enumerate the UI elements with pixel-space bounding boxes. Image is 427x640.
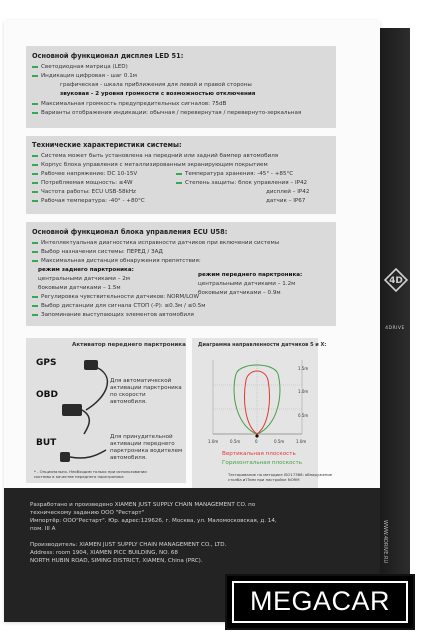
list-item: графическая - шкала приближения для левой и правой стороны <box>60 82 252 88</box>
panel-title: Активатор переднего парктроника <box>72 342 186 348</box>
y-tick-label: 1.5m <box>298 366 309 371</box>
activator-panel <box>26 338 186 483</box>
list-item: Запоминание выступающих элементов автомобиля <box>32 312 194 319</box>
x-tick-label: 1.0m <box>208 439 219 444</box>
list-item: Частота работы: ECU USB-58kHz <box>32 189 136 196</box>
footnote: * - Опционально. Необходим только при использовании системы в качестве переднего парктроника <box>34 469 147 479</box>
list-item: Интеллектуальная диагностика исправности датчиков при включении системы <box>32 240 279 247</box>
list-item: Регулировка чувствительности датчиков: NORM/LOW <box>32 294 199 301</box>
diagram-title: Диаграмма направленности датчиков 5 и X: <box>198 342 327 348</box>
brand-logo-icon <box>384 268 408 292</box>
gps-obd-desc: Для автоматической активации парктроника по скорости автомобиля. <box>110 378 182 405</box>
list-item: Система может быть установлена на передний или задний бампер автомобиля <box>32 153 278 160</box>
x-tick-label: 0 <box>255 439 258 444</box>
gps-label: GPS <box>36 358 57 368</box>
but-label: BUT <box>36 438 57 448</box>
panel-title: Основной функционал дисплея LED 51: <box>32 52 184 60</box>
list-item: Корпус блока управления с металлизированным экранирующим покрытием <box>32 162 268 169</box>
list-item: режим заднего парктроника: <box>38 267 134 273</box>
legend-horizontal: Горизонтальная плоскость <box>222 460 303 466</box>
footer-line: Импортёр: ООО"Рестарт". Юр. адрес:129626, г. Москва, ул. Маломосковская, д. 14, <box>30 518 277 524</box>
y-tick-label: 1.0m <box>298 389 309 394</box>
list-item: Рабочая температура: -40° - +80°C <box>32 198 145 205</box>
footer-line: пом. III А <box>30 526 56 532</box>
list-item: центральными датчиками – 1.2м <box>198 281 296 287</box>
footer-line: NORTH HUBIN ROAD, SIMING DISTRICT, XIAMEN, China (PRC). <box>30 558 203 564</box>
beam-pattern-diagram <box>198 352 308 447</box>
list-item: Потребляемая мощность: ≤4W <box>32 180 133 187</box>
list-item: боковыми датчиками – 0.9м <box>198 290 281 296</box>
side-brand-text: 4DRIVE <box>385 326 405 331</box>
svg-text:4D: 4D <box>389 276 403 286</box>
list-item: дисплей – IP42 <box>266 189 310 195</box>
list-item: Варианты отображения индикации: обычная / перевернутая / перевернуто-зеркальная <box>32 110 301 117</box>
list-item: Степень защиты: блок управления – IP42 <box>176 180 307 187</box>
megacar-watermark <box>225 574 415 630</box>
x-tick-label: 0.5m <box>274 439 285 444</box>
list-item: центральными датчиками – 2м <box>38 276 131 282</box>
test-note: Тестирование по методике ISO17386: обнаружение столба ø75мм при настройке NORM <box>228 472 333 482</box>
y-tick-label: 0.5m <box>298 413 309 418</box>
display-features-panel <box>26 46 336 128</box>
x-tick-label: 0.5m <box>230 439 241 444</box>
x-tick-label: 1.0m <box>296 439 307 444</box>
footer-line: Производитель: XIAMEN JUST SUPPLY CHAIN MANAGEMENT CO., LTD. <box>30 542 227 548</box>
footer-line: техническому заданию ООО "Рестарт" <box>30 510 145 516</box>
list-item: боковыми датчиками – 1.5м <box>38 285 121 291</box>
footer-line: Address: room 1904, XIAMEN PICC BUILDING, NO. 68 <box>30 550 178 556</box>
list-item: Выбор дистанции для сигнала СТОП (-Р): ≤0.3м / ≤0.5м <box>32 303 206 310</box>
button-desc: Для принудительной активации переднего парктроника водителем автомобиля. <box>110 434 183 461</box>
list-item: Выбор назначения системы: ПЕРЕД / ЗАД <box>32 249 163 256</box>
list-item: Рабочее напряжение: DC 10-15V <box>32 171 137 178</box>
footer-line: Разработано и произведено XIAMEN JUST SUPPLY CHAIN MANAGEMENT CO. по <box>30 502 256 508</box>
legend-vertical: Вертикальная плоскость <box>222 451 296 457</box>
list-item: звуковая - 2 уровня громкости с возможностью отключения <box>60 91 256 97</box>
list-item: датчик – IP67 <box>266 198 306 204</box>
side-url-text: WWW.4DRIVE.RU <box>382 520 388 564</box>
panel-title: Технические характеристики системы: <box>32 141 182 149</box>
obd-label: OBD <box>36 390 58 400</box>
watermark-text: MEGACAR <box>249 586 391 616</box>
list-item: Индикация цифровая - шаг 0.1м <box>32 73 137 80</box>
directivity-diagram-panel <box>192 338 333 488</box>
list-item: Светодиодная матрица (LED) <box>32 64 128 71</box>
list-item: Температура хранения: -45° - +85°C <box>176 171 293 178</box>
tech-specs-panel <box>26 136 336 214</box>
list-item: режим переднего парктроника: <box>198 272 303 278</box>
list-item: Максимальная громкость предупредительных сигналов: 75dB <box>32 101 226 108</box>
list-item: Максимальная дистанция обнаружения препятствия: <box>32 258 201 265</box>
ecu-features-panel <box>26 222 336 326</box>
panel-title: Основной функционал блока управления ECU U58: <box>32 228 228 236</box>
